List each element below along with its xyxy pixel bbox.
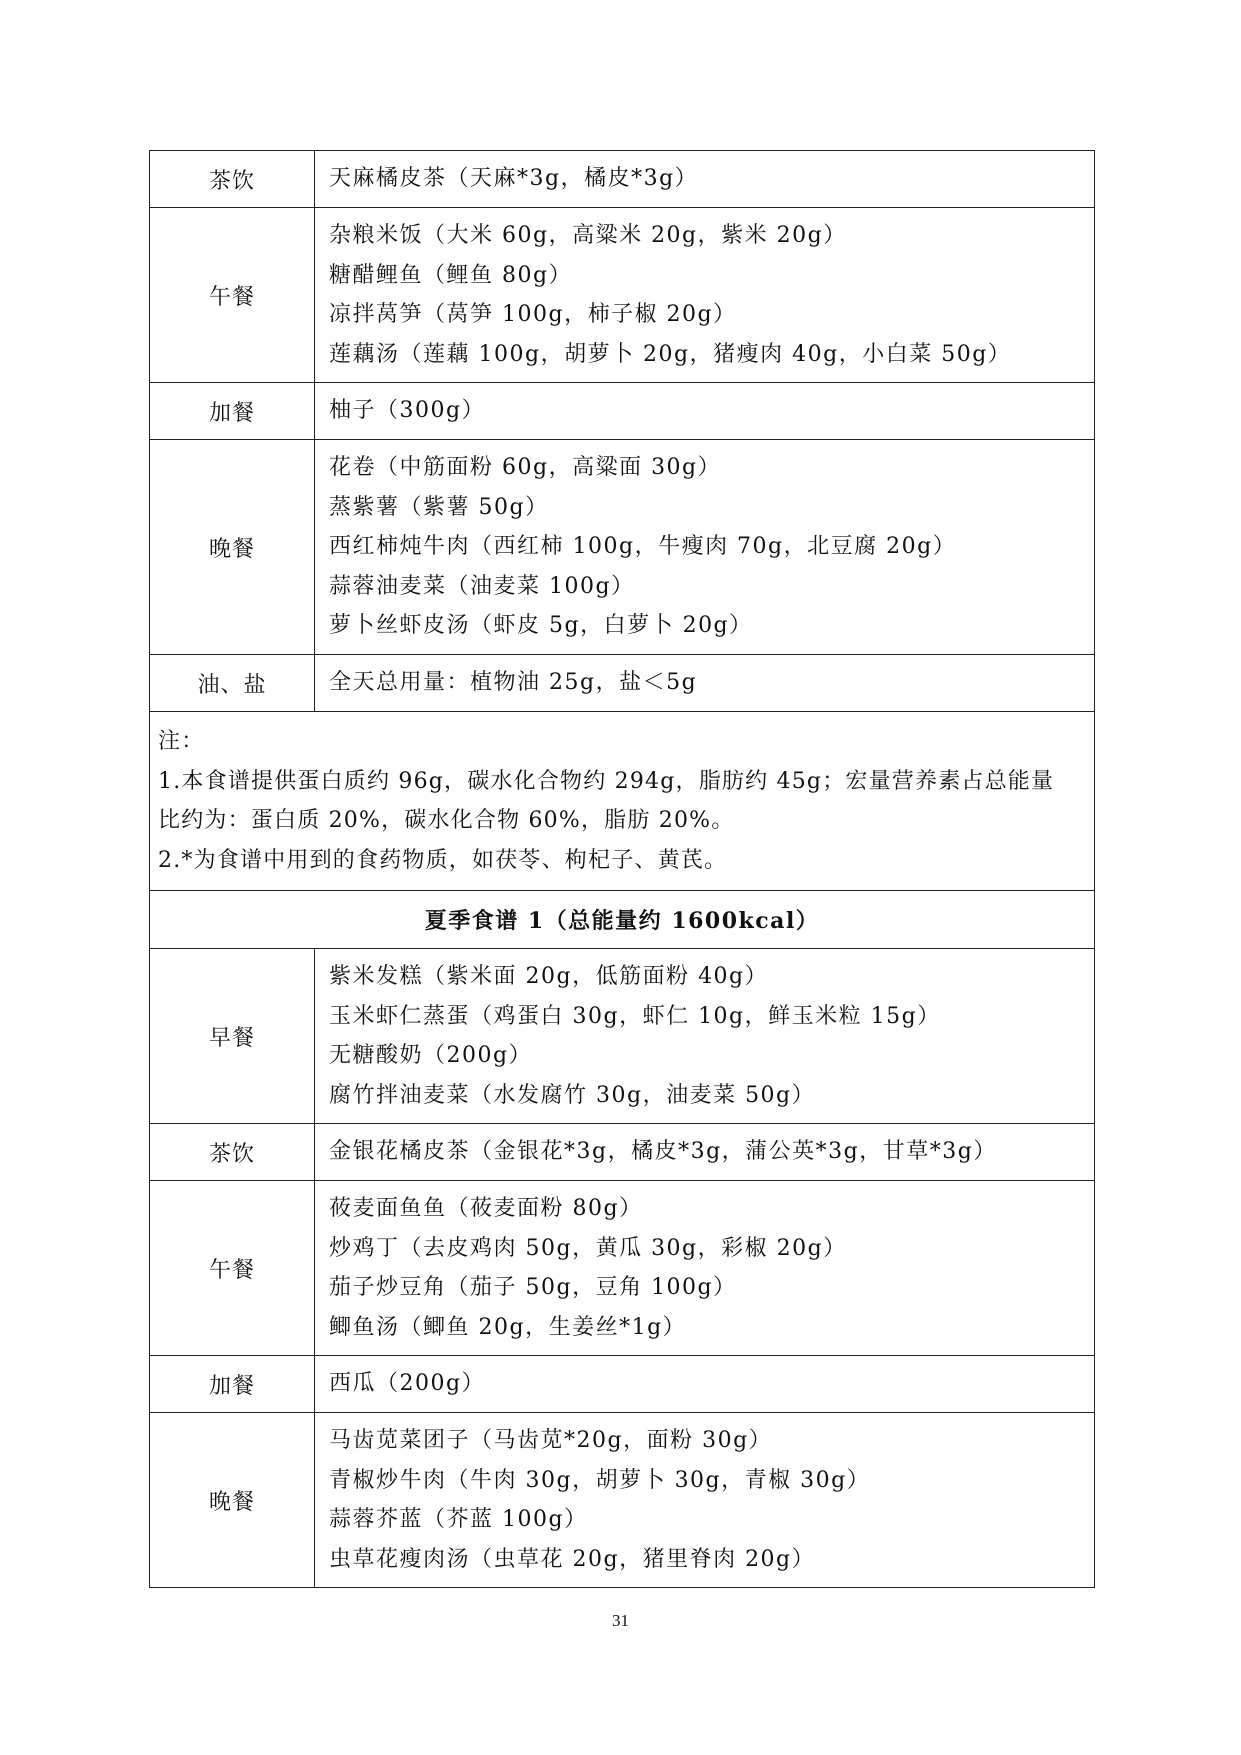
meal-item: 杂粮米饭（大米 60g，高粱米 20g，紫米 20g） xyxy=(329,223,847,248)
meal-content xyxy=(315,440,1095,655)
meal-label: 晚餐 xyxy=(150,1413,315,1588)
meal-item: 茄子炒豆角（茄子 50g，豆角 100g） xyxy=(329,1275,737,1300)
note-line: 比约为：蛋白质 20%，碳水化合物 60%，脂肪 20%。 xyxy=(158,808,735,833)
table-row xyxy=(150,151,1095,208)
meal-content xyxy=(315,1124,1095,1181)
meal-item: 西瓜（200g） xyxy=(329,1371,486,1397)
meal-item: 青椒炒牛肉（牛肉 30g，胡萝卜 30g，青椒 30g） xyxy=(329,1467,871,1493)
meal-content xyxy=(315,655,1095,712)
note-line: 1.本食谱提供蛋白质约 96g，碳水化合物约 294g，脂肪约 45g；宏量营养素占总能量 xyxy=(158,768,1055,794)
meal-item: 腐竹拌油麦菜（水发腐竹 30g，油麦菜 50g） xyxy=(329,1082,816,1108)
meal-content xyxy=(315,1413,1095,1588)
meal-item: 莲藕汤（莲藕 100g，胡萝卜 20g，猪瘦肉 40g，小白菜 50g） xyxy=(329,341,1012,367)
meal-item: 蒜蓉油麦菜（油麦菜 100g） xyxy=(329,573,635,599)
meal-content xyxy=(315,1181,1095,1356)
meal-label: 油、盐 xyxy=(150,655,315,712)
table-row xyxy=(150,1356,1095,1413)
table-row xyxy=(150,1413,1095,1588)
meal-label: 加餐 xyxy=(150,383,315,440)
meal-content xyxy=(315,151,1095,208)
table-row xyxy=(150,208,1095,383)
meal-item: 萝卜丝虾皮汤（虾皮 5g，白萝卜 20g） xyxy=(329,613,753,639)
meal-item: 无糖酸奶（200g） xyxy=(329,1043,533,1068)
note-line: 2.*为食谱中用到的食药物质，如茯苓、枸杞子、黄芪。 xyxy=(158,847,728,873)
meal-item: 金银花橘皮茶（金银花*3g，橘皮*3g，蒲公英*3g，甘草*3g） xyxy=(329,1139,997,1165)
section-title: 夏季食谱 1（总能量约 1600kcal） xyxy=(150,891,1095,949)
notes-heading: 注： xyxy=(158,729,205,754)
notes-row xyxy=(150,712,1095,891)
table-row xyxy=(150,655,1095,712)
notes-cell xyxy=(150,712,1095,891)
meal-item: 蒸紫薯（紫薯 50g） xyxy=(329,494,549,520)
meal-item: 西红柿炖牛肉（西红柿 100g，牛瘦肉 70g，北豆腐 20g） xyxy=(329,534,957,560)
meal-content xyxy=(315,208,1095,383)
table-row xyxy=(150,383,1095,440)
meal-item: 玉米虾仁蒸蛋（鸡蛋白 30g，虾仁 10g，鲜玉米粒 15g） xyxy=(329,1003,941,1029)
meal-item: 蒜蓉芥蓝（芥蓝 100g） xyxy=(329,1507,588,1532)
table-row xyxy=(150,440,1095,655)
meal-item: 天麻橘皮茶（天麻*3g，橘皮*3g） xyxy=(329,166,699,192)
table-row xyxy=(150,1124,1095,1181)
meal-item: 莜麦面鱼鱼（莜麦面粉 80g） xyxy=(329,1196,643,1221)
meal-label: 茶饮 xyxy=(150,1124,315,1181)
meal-item: 花卷（中筋面粉 60g，高粱面 30g） xyxy=(329,455,722,481)
meal-content xyxy=(315,383,1095,440)
section-title-row xyxy=(150,891,1095,949)
meal-item: 炒鸡丁（去皮鸡肉 50g，黄瓜 30g，彩椒 20g） xyxy=(329,1235,847,1261)
meal-content xyxy=(315,949,1095,1124)
meal-item: 柚子（300g） xyxy=(329,398,486,424)
meal-label: 茶饮 xyxy=(150,151,315,208)
meal-item: 马齿苋菜团子（马齿苋*20g，面粉 30g） xyxy=(329,1428,773,1453)
meal-label: 早餐 xyxy=(150,949,315,1124)
meal-content xyxy=(315,1356,1095,1413)
meal-item: 糖醋鲤鱼（鲤鱼 80g） xyxy=(329,262,573,288)
table-row xyxy=(150,949,1095,1124)
meal-label: 午餐 xyxy=(150,208,315,383)
meal-item: 虫草花瘦肉汤（虫草花 20g，猪里脊肉 20g） xyxy=(329,1546,816,1572)
meal-plan-table xyxy=(149,150,1095,1588)
page-number: 31 xyxy=(612,1611,629,1630)
table-row xyxy=(150,1181,1095,1356)
meal-item: 全天总用量：植物油 25g，盐＜5g xyxy=(329,670,698,696)
meal-item: 凉拌莴笋（莴笋 100g，柿子椒 20g） xyxy=(329,302,737,327)
meal-label: 加餐 xyxy=(150,1356,315,1413)
meal-label: 午餐 xyxy=(150,1181,315,1356)
meal-item: 紫米发糕（紫米面 20g，低筋面粉 40g） xyxy=(329,964,769,989)
meal-item: 鲫鱼汤（鲫鱼 20g，生姜丝*1g） xyxy=(329,1314,687,1340)
meal-label: 晚餐 xyxy=(150,440,315,655)
